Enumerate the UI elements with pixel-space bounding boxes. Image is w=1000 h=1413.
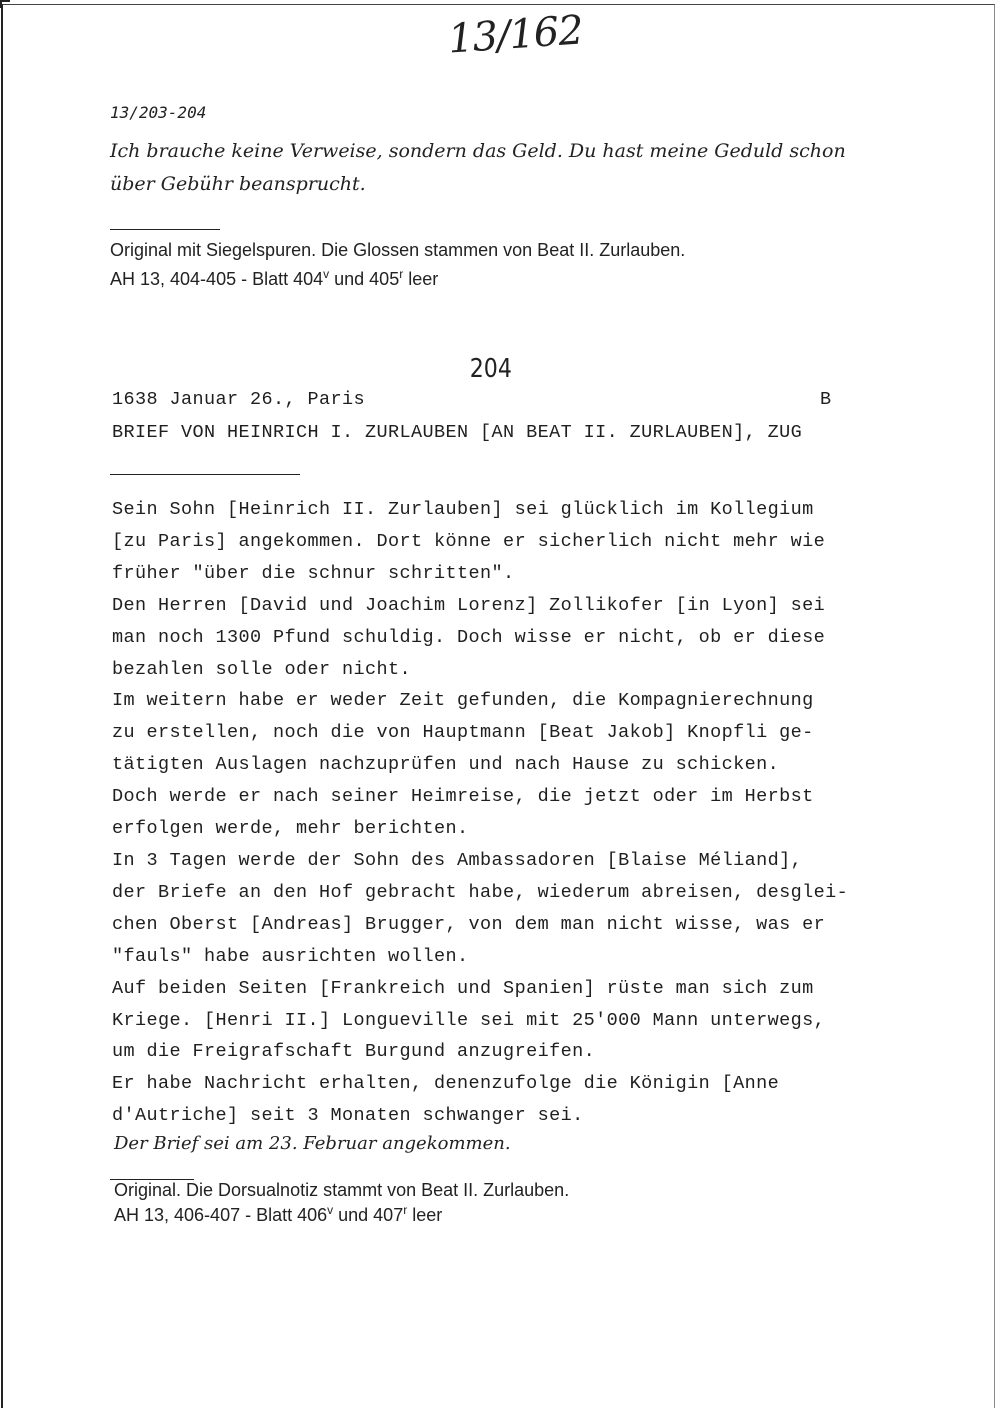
note-2-mid: und 405 — [329, 269, 400, 289]
body-line: der Briefe an den Hof gebracht habe, wiederum abreisen, desglei- — [112, 881, 849, 903]
body-line: d'Autriche] seit 3 Monaten schwanger sei. — [112, 1105, 584, 1127]
body-line: tätigten Auslagen nachzuprüfen und nach Hause zu schicken. — [112, 754, 780, 776]
entry-note-2-prefix: AH 13, 406-407 - Blatt 406 — [114, 1205, 328, 1225]
entry-note-2-suffix: leer — [407, 1205, 443, 1225]
note-2-suffix: leer — [403, 269, 439, 289]
entry-note-2-sup-1: v — [327, 1203, 334, 1217]
body-line: Kriege. [Henri II.] Longueville sei mit 25'000 Mann unterwegs, — [112, 1009, 826, 1031]
body-line: zu erstellen, noch die von Hauptmann [Beat Jakob] Knopfli ge- — [112, 722, 814, 744]
body-line: Doch werde er nach seiner Heimreise, die jetzt oder im Herbst — [112, 786, 814, 808]
previous-entry-quote-line-1: Ich brauche keine Verweise, sondern das Geld. Du hast meine Geduld schon — [110, 140, 846, 162]
entry-body — [112, 494, 902, 1132]
handwritten-archive-number: 13/162 — [446, 7, 585, 63]
entry-note-line-1: Original. Die Dorsualnotiz stammt von Beat II. Zurlauben. — [114, 1180, 570, 1200]
body-line: In 3 Tagen werde der Sohn des Ambassadoren [Blaise Méliand], — [112, 849, 803, 871]
body-line: Auf beiden Seiten [Frankreich und Spanien] rüste man sich zum — [112, 977, 814, 999]
previous-entry-quote-line-2: über Gebühr beansprucht. — [110, 173, 366, 195]
previous-entry-reference: 13/203-204 — [110, 103, 207, 122]
body-line: "fauls" habe ausrichten wollen. — [112, 945, 469, 967]
entry-note-2-sup-2: r — [403, 1203, 408, 1217]
body-line: um die Freigrafschaft Burgund anzugreifen. — [112, 1041, 596, 1063]
body-line: erfolgen werde, mehr berichten. — [112, 818, 469, 840]
body-line: Den Herren [David und Joachim Lorenz] Zollikofer [in Lyon] sei — [112, 594, 826, 616]
dorsal-note: Der Brief sei am 23. Februar angekommen. — [114, 1133, 511, 1154]
entry-number: 204 — [469, 354, 512, 384]
entry-type-code: B — [820, 389, 832, 410]
note-2-sup-2: r — [399, 267, 404, 281]
body-line: chen Oberst [Andreas] Brugger, von dem man nicht wisse, was er — [112, 913, 826, 935]
footnote-divider-1 — [110, 229, 220, 230]
entry-date-place: 1638 Januar 26., Paris — [112, 389, 366, 410]
note-2-sup-1: v — [323, 267, 330, 281]
body-line: Sein Sohn [Heinrich II. Zurlauben] sei glücklich im Kollegium — [112, 499, 814, 520]
entry-title: BRIEF VON HEINRICH I. ZURLAUBEN [AN BEAT II. ZURLAUBEN], ZUG — [112, 422, 803, 443]
corner-mark — [0, 0, 10, 8]
note-2-prefix: AH 13, 404-405 - Blatt 404 — [110, 269, 324, 289]
previous-entry-note-line-2 — [110, 262, 438, 291]
body-line: Im weitern habe er weder Zeit gefunden, die Kompagnierechnung — [112, 690, 814, 712]
body-line: bezahlen solle oder nicht. — [112, 658, 412, 680]
entry-note-line-2 — [114, 1198, 442, 1227]
body-line: Er habe Nachricht erhalten, denenzufolge die Königin [Anne — [112, 1073, 780, 1095]
previous-entry-note-line-1: Original mit Siegelspuren. Die Glossen stammen von Beat II. Zurlauben. — [110, 240, 686, 260]
title-divider — [110, 474, 300, 475]
body-line: [zu Paris] angekommen. Dort könne er sicherlich nicht mehr wie — [112, 530, 826, 552]
body-line: man noch 1300 Pfund schuldig. Doch wisse er nicht, ob er diese — [112, 626, 826, 648]
body-line: früher "über die schnur schritten". — [112, 562, 515, 584]
entry-note-2-mid: und 407 — [333, 1205, 404, 1225]
